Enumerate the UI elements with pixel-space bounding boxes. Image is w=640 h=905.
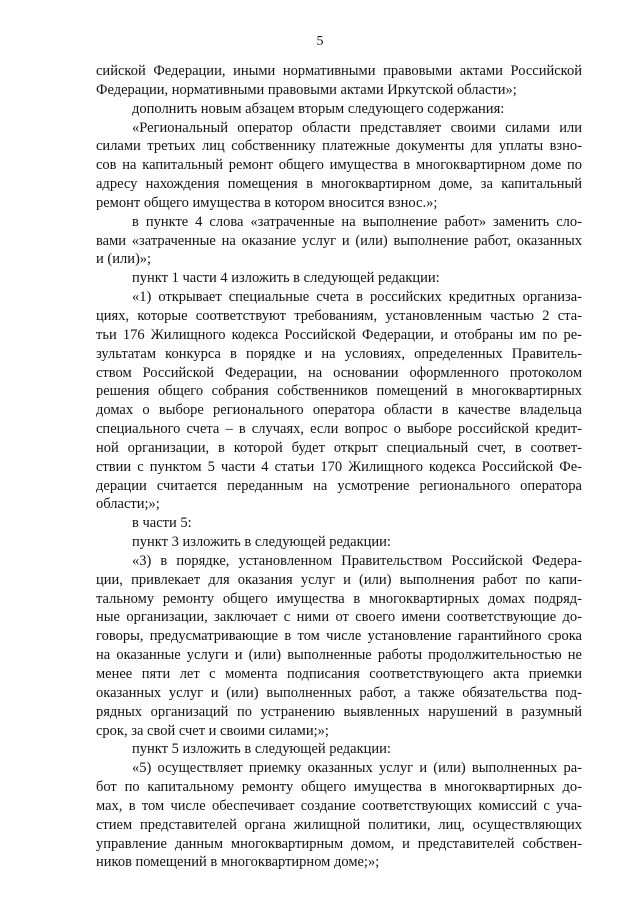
text-line: вами «затраченные на оказание услуг и (или) выполнение работ, оказанных bbox=[96, 232, 582, 249]
text-line: Федерации, нормативными правовыми актами Иркутской области»; bbox=[96, 81, 517, 98]
text-line: пункт 1 части 4 изложить в следующей редакции: bbox=[132, 270, 440, 287]
text-line: решения общего собрания собственников помещений в многоквартирных bbox=[96, 383, 582, 400]
text-line: ремонт общего имущества в котором вносится взнос.»; bbox=[96, 194, 438, 211]
text-line: пункт 5 изложить в следующей редакции: bbox=[132, 741, 391, 758]
text-line: ствии с пунктом 5 части 4 статьи 170 Жилищного кодекса Российской Фе- bbox=[96, 458, 582, 475]
text-line: ством Российской Федерации, на основании оформленного протоколом bbox=[96, 364, 582, 381]
text-line: рядных организаций по устранению выявленных нарушений в разумный bbox=[96, 703, 582, 720]
text-line: менее пяти лет с момента подписания соответствующего акта приемки bbox=[96, 666, 582, 682]
text-line: в пункте 4 слова «затраченные на выполнение работ» заменить сло- bbox=[132, 213, 582, 230]
text-line: срок, за свой счет и своими силами;»; bbox=[96, 722, 329, 739]
text-line: пункт 3 изложить в следующей редакции: bbox=[132, 534, 391, 551]
text-line: ной организации, в которой будет открыт специальный счет, в соответ- bbox=[96, 439, 582, 456]
text-line: управление данным многоквартирным домом, и представителей собствен- bbox=[96, 835, 582, 852]
text-line: ции, привлекает для оказания услуг и (или) выполнения работ по капи- bbox=[96, 571, 582, 588]
text-line: «1) открывает специальные счета в российских кредитных организа- bbox=[132, 289, 582, 306]
text-line: силами третьих лиц собственнику платежные документы для уплаты взно- bbox=[96, 138, 582, 155]
text-line: тальному ремонту общего имущества в многоквартирных домах подряд- bbox=[96, 590, 582, 607]
text-line: циях, которые соответствуют требованиям, установленным частью 2 ста- bbox=[96, 307, 582, 324]
text-line: домах о выборе регионального оператора области в качестве владельца bbox=[96, 402, 582, 419]
page-number: 5 bbox=[316, 34, 324, 49]
text-line: говоры, предусматривающие в том числе установление гарантийного срока bbox=[96, 628, 582, 645]
document-body bbox=[96, 62, 582, 872]
text-line: сов на капитальный ремонт общего имущества в многоквартирном доме по bbox=[96, 157, 582, 174]
text-line: и (или)»; bbox=[96, 251, 152, 268]
text-line: «Региональный оператор области представляет своими силами или bbox=[132, 119, 582, 136]
text-line: оказанных услуг и (или) выполненных работ, а также обязательства под- bbox=[96, 684, 582, 701]
text-line: зультатам конкурса в порядке и на условиях, определенных Правитель- bbox=[96, 345, 582, 362]
text-line: области;»; bbox=[96, 496, 160, 513]
text-line: дерации считается переданным на усмотрение регионального оператора bbox=[96, 477, 582, 494]
text-line: стием представителей органа жилищной политики, лиц, осуществляющих bbox=[96, 816, 582, 833]
text-line: дополнить новым абзацем вторым следующего содержания: bbox=[132, 100, 505, 117]
text-line: «5) осуществляет приемку оказанных услуг и (или) выполненных ра- bbox=[132, 760, 582, 777]
text-line: адресу нахождения помещения в многоквартирном доме, за капитальный bbox=[96, 176, 582, 193]
text-line: «3) в порядке, установленном Правительством Российской Федера- bbox=[132, 552, 582, 569]
text-line: мах, в том числе обеспечивает создание соответствующих комиссий с уча- bbox=[96, 797, 582, 814]
text-line: сийской Федерации, иными нормативными правовыми актами Российской bbox=[96, 63, 582, 79]
text-line: ные организации, заключает с ними от своего имени соответствующие до- bbox=[96, 609, 582, 626]
text-line: бот по капитальному ремонту общего имущества в многоквартирных до- bbox=[96, 779, 582, 796]
text-line: тьи 176 Жилищного кодекса Российской Федерации, и отобраны им по ре- bbox=[96, 326, 582, 343]
text-line: на оказанные услуги и (или) выполненные работы продолжительностью не bbox=[96, 647, 582, 664]
text-line: ников помещений в многоквартирном доме;»; bbox=[96, 854, 380, 871]
text-line: специального счета – в случаях, если вопрос о выборе российской кредит- bbox=[96, 421, 582, 438]
text-line: в части 5: bbox=[132, 515, 192, 532]
